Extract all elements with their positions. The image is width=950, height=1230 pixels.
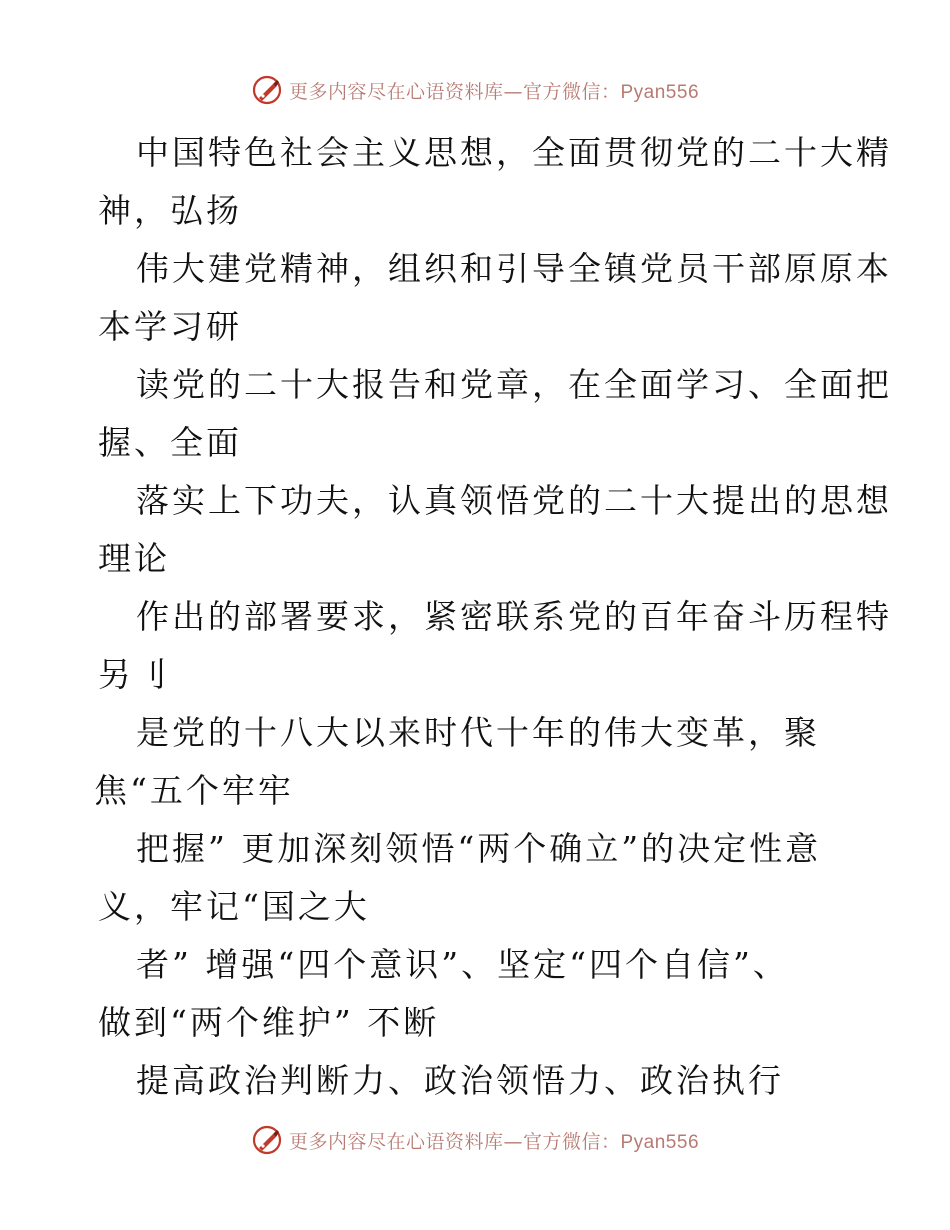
watermark-wechat-label: 官方微信： [522, 1130, 621, 1153]
watermark-site-name: 更多内容尽在心语资料库 [288, 80, 504, 103]
text-line: 提高政治判断力、政治领悟力、政治执行 [136, 1061, 784, 1100]
text-line: 作出的部署要求，紧密联系党的百年奋斗历程特 [136, 597, 892, 636]
pen-nib-logo-icon [251, 74, 283, 106]
watermark-dash: — [503, 80, 523, 103]
text-line: 本学习研 [98, 307, 242, 346]
text-line: 者” 增强“四个意识”、坚定“四个自信”、 [136, 945, 789, 984]
text-line: 理论 [98, 539, 170, 578]
watermark-wechat-label: 官方微信： [522, 80, 621, 103]
document-body [94, 124, 892, 1110]
pen-nib-logo-icon [251, 1124, 283, 1156]
text-line: 握、全面 [98, 423, 242, 462]
text-line: 读党的二十大报告和党章，在全面学习、全面把 [136, 365, 892, 404]
header-watermark-banner [0, 70, 950, 110]
text-line: 焦“五个牢牢 [94, 771, 294, 810]
text-line: 做到“两个维护” 不断 [98, 1003, 440, 1042]
footer-watermark-banner [0, 1120, 950, 1160]
watermark-dash: — [503, 1130, 523, 1153]
watermark-wechat-id: Pyan556 [620, 81, 700, 103]
watermark-site-name: 更多内容尽在心语资料库 [288, 1130, 504, 1153]
text-line: 义，牢记“国之大 [98, 887, 370, 926]
text-line: 另刂 [98, 655, 170, 694]
text-line: 中国特色社会主义思想，全面贯彻党的二十大精 [136, 133, 892, 172]
text-line: 落实上下功夫，认真领悟党的二十大提出的思想 [136, 481, 892, 520]
text-line: 把握” 更加深刻领悟“两个确立”的决定性意 [136, 829, 822, 868]
watermark-text [289, 77, 699, 104]
watermark-wechat-id: Pyan556 [620, 1131, 700, 1153]
text-line: 伟大建党精神，组织和引导全镇党员干部原原本 [136, 249, 892, 288]
text-line: 是党的十八大以来时代十年的伟大变革，聚 [136, 713, 820, 752]
watermark-text [289, 1127, 699, 1154]
text-line: 神，弘扬 [98, 191, 242, 230]
